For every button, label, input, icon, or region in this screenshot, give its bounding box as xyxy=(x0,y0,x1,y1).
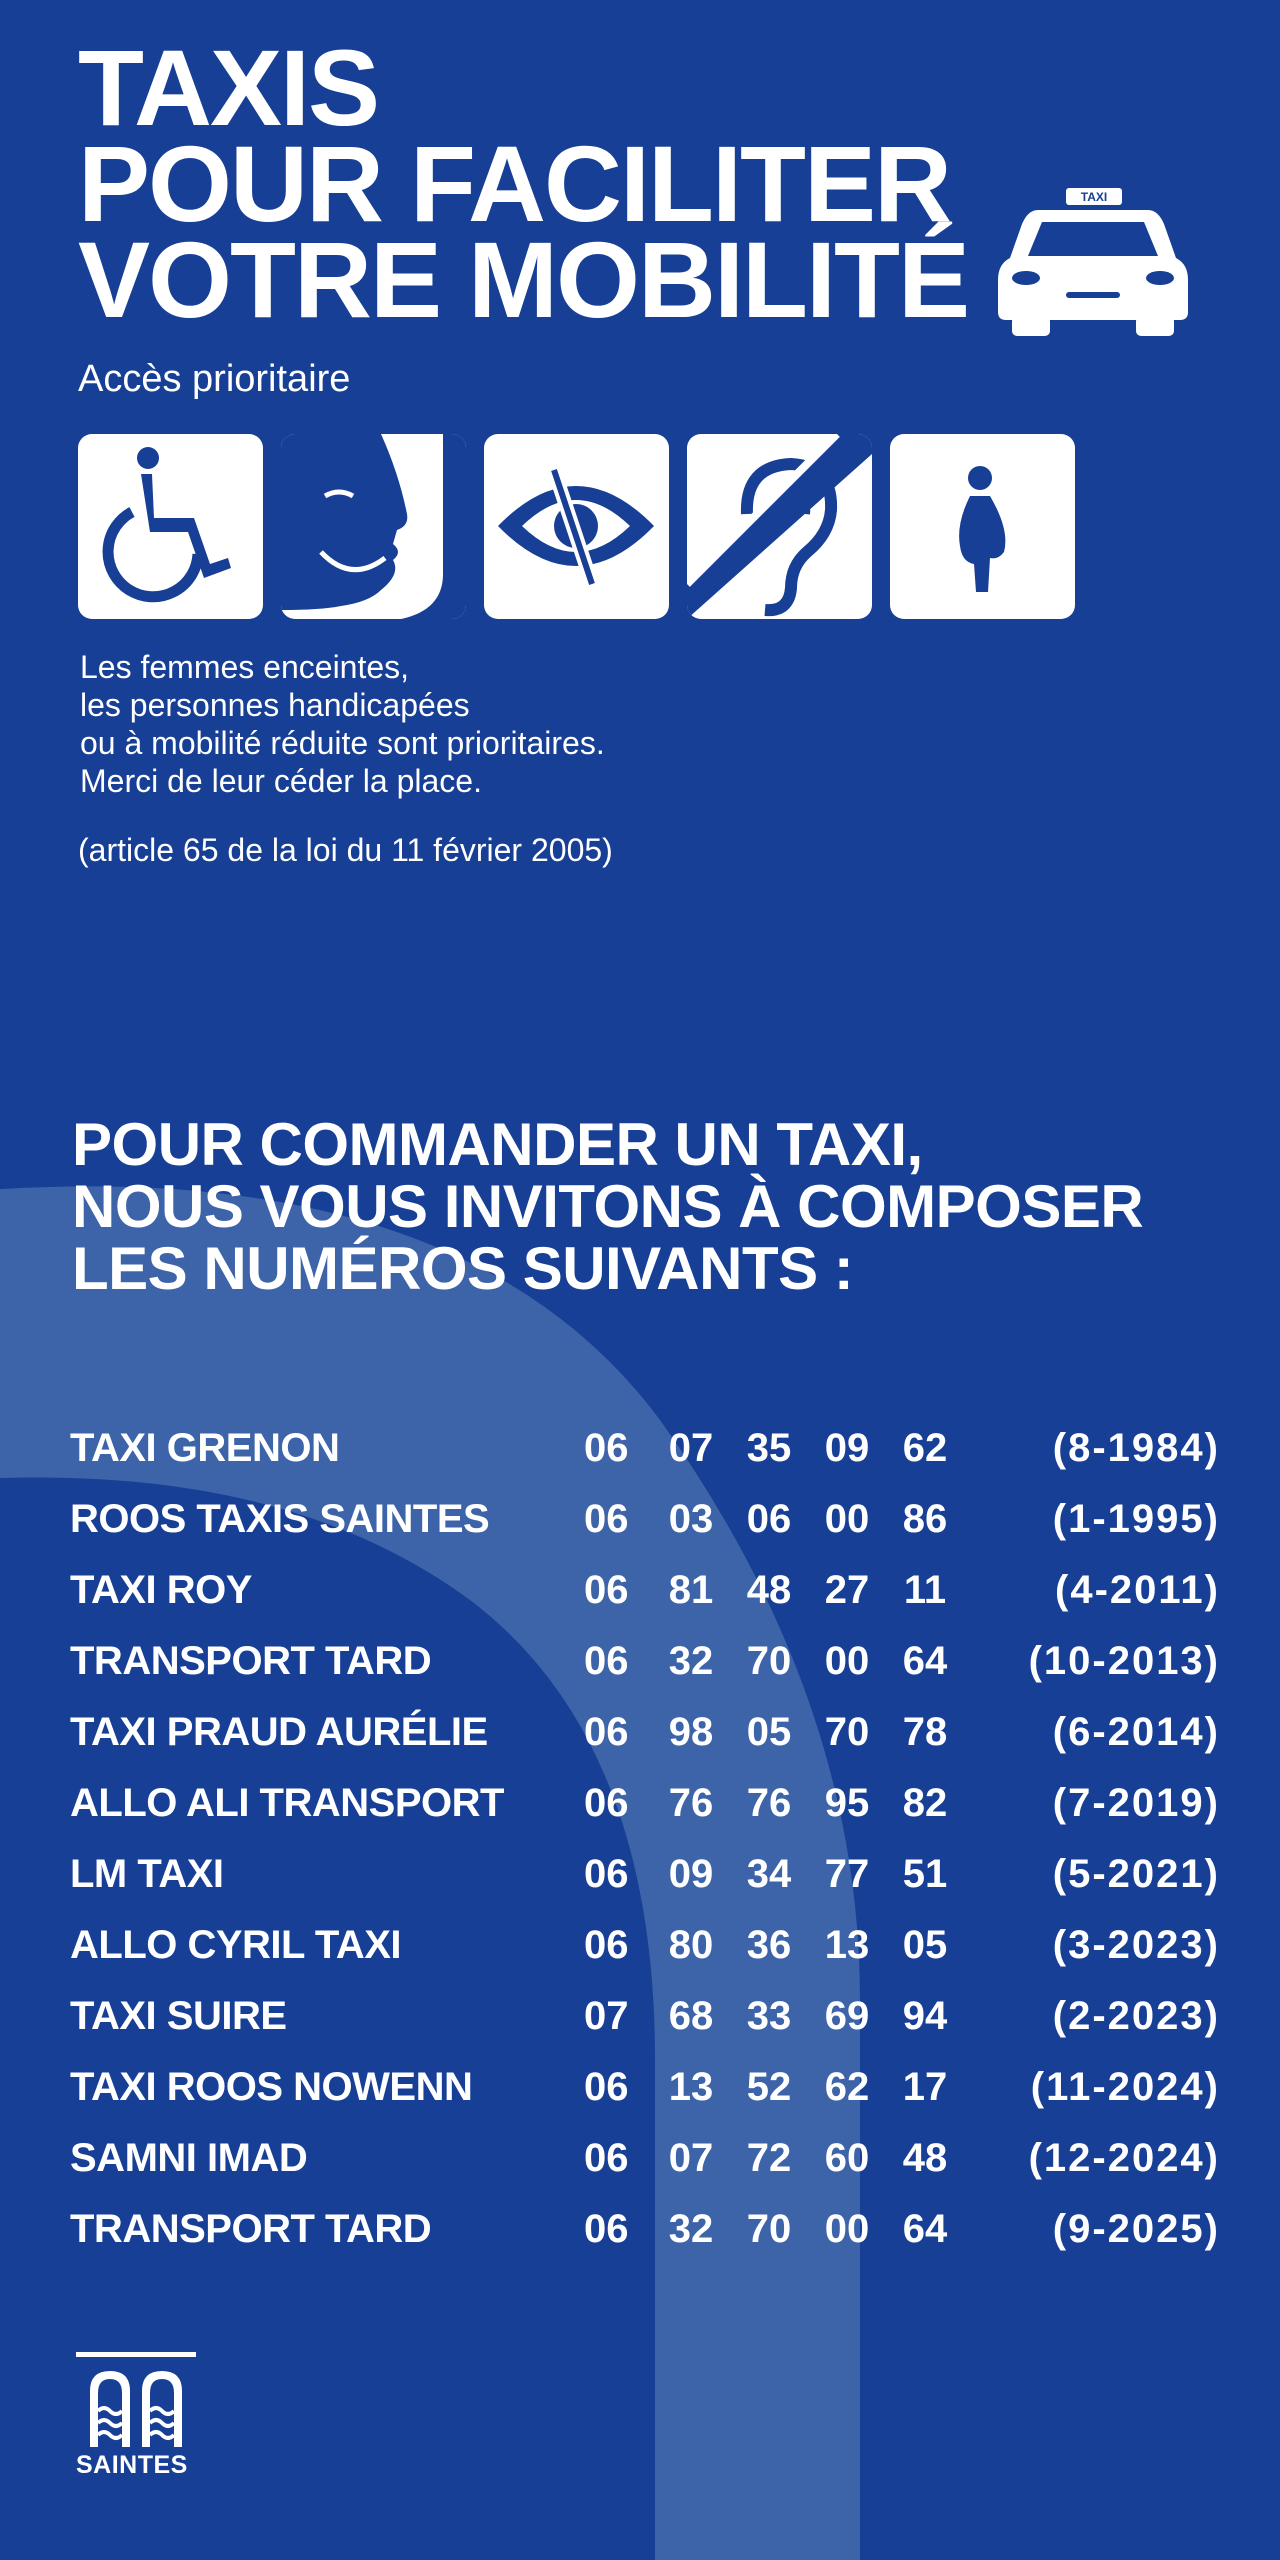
taxi-row xyxy=(70,1631,1220,1702)
phone-digit-pair: 06 xyxy=(584,1852,629,1896)
visual-impairment-icon xyxy=(484,434,669,619)
phone-digit-pair: 11 xyxy=(903,1568,947,1612)
city-name: SAINTES xyxy=(76,2451,188,2479)
taxi-name: TAXI ROOS NOWENN xyxy=(70,2065,473,2109)
saintes-logo xyxy=(76,2352,200,2480)
law-reference: (article 65 de la loi du 11 février 2005) xyxy=(78,832,613,868)
saintes-arch-logo-icon xyxy=(76,2367,196,2447)
accessibility-pictograms xyxy=(78,434,1075,619)
phone-digit-pair: 05 xyxy=(902,1923,948,1967)
taxi-name: TAXI SUIRE xyxy=(70,1994,287,2038)
phone-digit-pair: 78 xyxy=(902,1710,948,1754)
taxi-row xyxy=(70,1560,1220,1631)
order-heading xyxy=(72,1111,1144,1302)
phone-digit-pair: 82 xyxy=(902,1781,948,1825)
title-line: TAXIS xyxy=(78,27,379,148)
taxi-name: TRANSPORT TARD xyxy=(70,1639,432,1683)
taxi-name: TRANSPORT TARD xyxy=(70,2207,432,2251)
phone-digit-pair: 81 xyxy=(668,1568,714,1612)
phone-digit-pair: 06 xyxy=(584,1639,629,1683)
taxi-license: (2-2023) xyxy=(1052,1994,1220,2038)
phone-digit-pair: 36 xyxy=(746,1923,792,1967)
phone-digit-pair: 00 xyxy=(824,2207,870,2251)
taxi-name: ALLO ALI TRANSPORT xyxy=(70,1781,504,1825)
phone-digit-pair: 06 xyxy=(584,1426,629,1470)
taxi-name: ALLO CYRIL TAXI xyxy=(70,1923,402,1967)
phone-digit-pair: 68 xyxy=(668,1994,714,2038)
taxi-name: ROOS TAXIS SAINTES xyxy=(70,1497,490,1541)
taxi-list xyxy=(70,1418,1220,2270)
phone-digit-pair: 48 xyxy=(746,1568,792,1612)
taxi-license: (6-2014) xyxy=(1052,1710,1220,1754)
phone-digit-pair: 06 xyxy=(584,1781,629,1825)
taxi-phone[interactable] xyxy=(584,1852,1024,1897)
phone-digit-pair: 06 xyxy=(584,2065,629,2109)
phone-digit-pair: 00 xyxy=(824,1497,870,1541)
phone-digit-pair: 33 xyxy=(746,1994,792,2038)
hearing-impairment-icon xyxy=(687,434,872,619)
taxi-phone[interactable] xyxy=(584,1568,1024,1613)
taxi-row xyxy=(70,2057,1220,2128)
phone-digit-pair: 70 xyxy=(824,1710,870,1754)
phone-digit-pair: 32 xyxy=(668,2207,714,2251)
priority-subtitle: Accès prioritaire xyxy=(78,358,351,400)
phone-digit-pair: 94 xyxy=(902,1994,948,2038)
page-title xyxy=(78,27,968,340)
phone-digit-pair: 05 xyxy=(746,1710,792,1754)
phone-digit-pair: 13 xyxy=(668,2065,714,2109)
phone-digit-pair: 77 xyxy=(824,1852,870,1896)
phone-digit-pair: 62 xyxy=(824,2065,870,2109)
taxi-phone[interactable] xyxy=(584,2136,1024,2181)
taxi-license: (4-2011) xyxy=(1055,1568,1220,1612)
phone-digit-pair: 48 xyxy=(902,2136,948,2180)
taxi-phone[interactable] xyxy=(584,1710,1024,1755)
taxi-phone[interactable] xyxy=(584,1923,1024,1968)
phone-digit-pair: 03 xyxy=(668,1497,714,1541)
taxi-phone[interactable] xyxy=(584,1639,1024,1684)
mental-disability-icon xyxy=(281,434,466,619)
taxi-phone[interactable] xyxy=(584,2207,1024,2252)
taxi-license: (9-2025) xyxy=(1052,2207,1220,2251)
phone-digit-pair: 06 xyxy=(584,1568,629,1612)
title-line: POUR FACILITER xyxy=(78,123,951,244)
phone-digit-pair: 13 xyxy=(824,1923,870,1967)
taxi-phone[interactable] xyxy=(584,2065,1024,2110)
phone-digit-pair: 06 xyxy=(584,1710,629,1754)
phone-digit-pair: 72 xyxy=(746,2136,792,2180)
taxi-name: LM TAXI xyxy=(70,1852,224,1896)
taxi-name: SAMNI IMAD xyxy=(70,2136,308,2180)
phone-digit-pair: 80 xyxy=(668,1923,714,1967)
title-line: VOTRE MOBILITÉ xyxy=(78,219,968,340)
taxi-name: TAXI PRAUD AURÉLIE xyxy=(70,1710,488,1754)
phone-digit-pair: 06 xyxy=(584,2136,629,2180)
phone-digit-pair: 62 xyxy=(902,1426,948,1470)
phone-digit-pair: 60 xyxy=(824,2136,870,2180)
taxi-license: (5-2021) xyxy=(1052,1852,1220,1896)
taxi-license: (10-2013) xyxy=(1028,1639,1220,1683)
phone-digit-pair: 98 xyxy=(668,1710,714,1754)
phone-digit-pair: 32 xyxy=(668,1639,714,1683)
taxi-phone[interactable] xyxy=(584,1426,1024,1471)
phone-digit-pair: 34 xyxy=(746,1852,792,1896)
taxi-phone[interactable] xyxy=(584,1781,1024,1826)
phone-digit-pair: 70 xyxy=(746,2207,792,2251)
phone-digit-pair: 27 xyxy=(824,1568,870,1612)
pregnant-woman-icon xyxy=(890,434,1075,619)
taxi-row xyxy=(70,1489,1220,1560)
taxi-row xyxy=(70,1986,1220,2057)
phone-digit-pair: 07 xyxy=(584,1994,629,2038)
taxi-license: (11-2024) xyxy=(1030,2065,1220,2109)
phone-digit-pair: 06 xyxy=(584,1497,629,1541)
phone-digit-pair: 76 xyxy=(668,1781,714,1825)
phone-digit-pair: 35 xyxy=(746,1426,792,1470)
notice-line: Merci de leur céder la place. xyxy=(80,763,482,799)
taxi-phone[interactable] xyxy=(584,1497,1024,1542)
phone-digit-pair: 07 xyxy=(668,1426,714,1470)
taxi-row xyxy=(70,1418,1220,1489)
notice-line: les personnes handicapées xyxy=(80,687,470,723)
taxi-phone[interactable] xyxy=(584,1994,1024,2039)
phone-digit-pair: 52 xyxy=(746,2065,792,2109)
phone-digit-pair: 95 xyxy=(824,1781,870,1825)
phone-digit-pair: 86 xyxy=(902,1497,948,1541)
phone-digit-pair: 76 xyxy=(746,1781,792,1825)
taxi-row xyxy=(70,1702,1220,1773)
logo-bar xyxy=(76,2352,196,2357)
phone-digit-pair: 17 xyxy=(902,2065,948,2109)
taxi-sign-text: TAXI xyxy=(1080,190,1108,204)
phone-digit-pair: 06 xyxy=(584,2207,629,2251)
phone-digit-pair: 70 xyxy=(746,1639,792,1683)
phone-digit-pair: 64 xyxy=(902,1639,948,1683)
taxi-row xyxy=(70,2199,1220,2270)
taxi-car-icon xyxy=(998,188,1188,336)
phone-digit-pair: 06 xyxy=(584,1923,629,1967)
phone-digit-pair: 09 xyxy=(668,1852,714,1896)
taxi-license: (8-1984) xyxy=(1052,1426,1220,1470)
taxi-row xyxy=(70,2128,1220,2199)
taxi-license: (3-2023) xyxy=(1052,1923,1220,1967)
phone-digit-pair: 06 xyxy=(746,1497,792,1541)
taxi-row xyxy=(70,1915,1220,1986)
order-heading-line: POUR COMMANDER UN TAXI, xyxy=(72,1111,923,1178)
phone-digit-pair: 00 xyxy=(824,1639,870,1683)
phone-digit-pair: 07 xyxy=(668,2136,714,2180)
wheelchair-icon xyxy=(78,434,263,619)
taxi-name: TAXI GRENON xyxy=(70,1426,340,1470)
phone-digit-pair: 09 xyxy=(824,1426,870,1470)
taxi-row xyxy=(70,1844,1220,1915)
taxi-row xyxy=(70,1773,1220,1844)
order-heading-line: NOUS VOUS INVITONS À COMPOSER xyxy=(72,1173,1144,1240)
order-heading-line: LES NUMÉROS SUIVANTS : xyxy=(72,1235,854,1302)
taxi-license: (1-1995) xyxy=(1052,1497,1220,1541)
taxi-license: (12-2024) xyxy=(1028,2136,1220,2180)
phone-digit-pair: 64 xyxy=(902,2207,948,2251)
taxi-name: TAXI ROY xyxy=(70,1568,252,1612)
phone-digit-pair: 69 xyxy=(824,1994,870,2038)
priority-notice xyxy=(80,648,605,800)
taxi-license: (7-2019) xyxy=(1052,1781,1220,1825)
phone-digit-pair: 51 xyxy=(902,1852,948,1896)
notice-line: ou à mobilité réduite sont prioritaires. xyxy=(80,725,605,761)
notice-line: Les femmes enceintes, xyxy=(80,649,410,685)
